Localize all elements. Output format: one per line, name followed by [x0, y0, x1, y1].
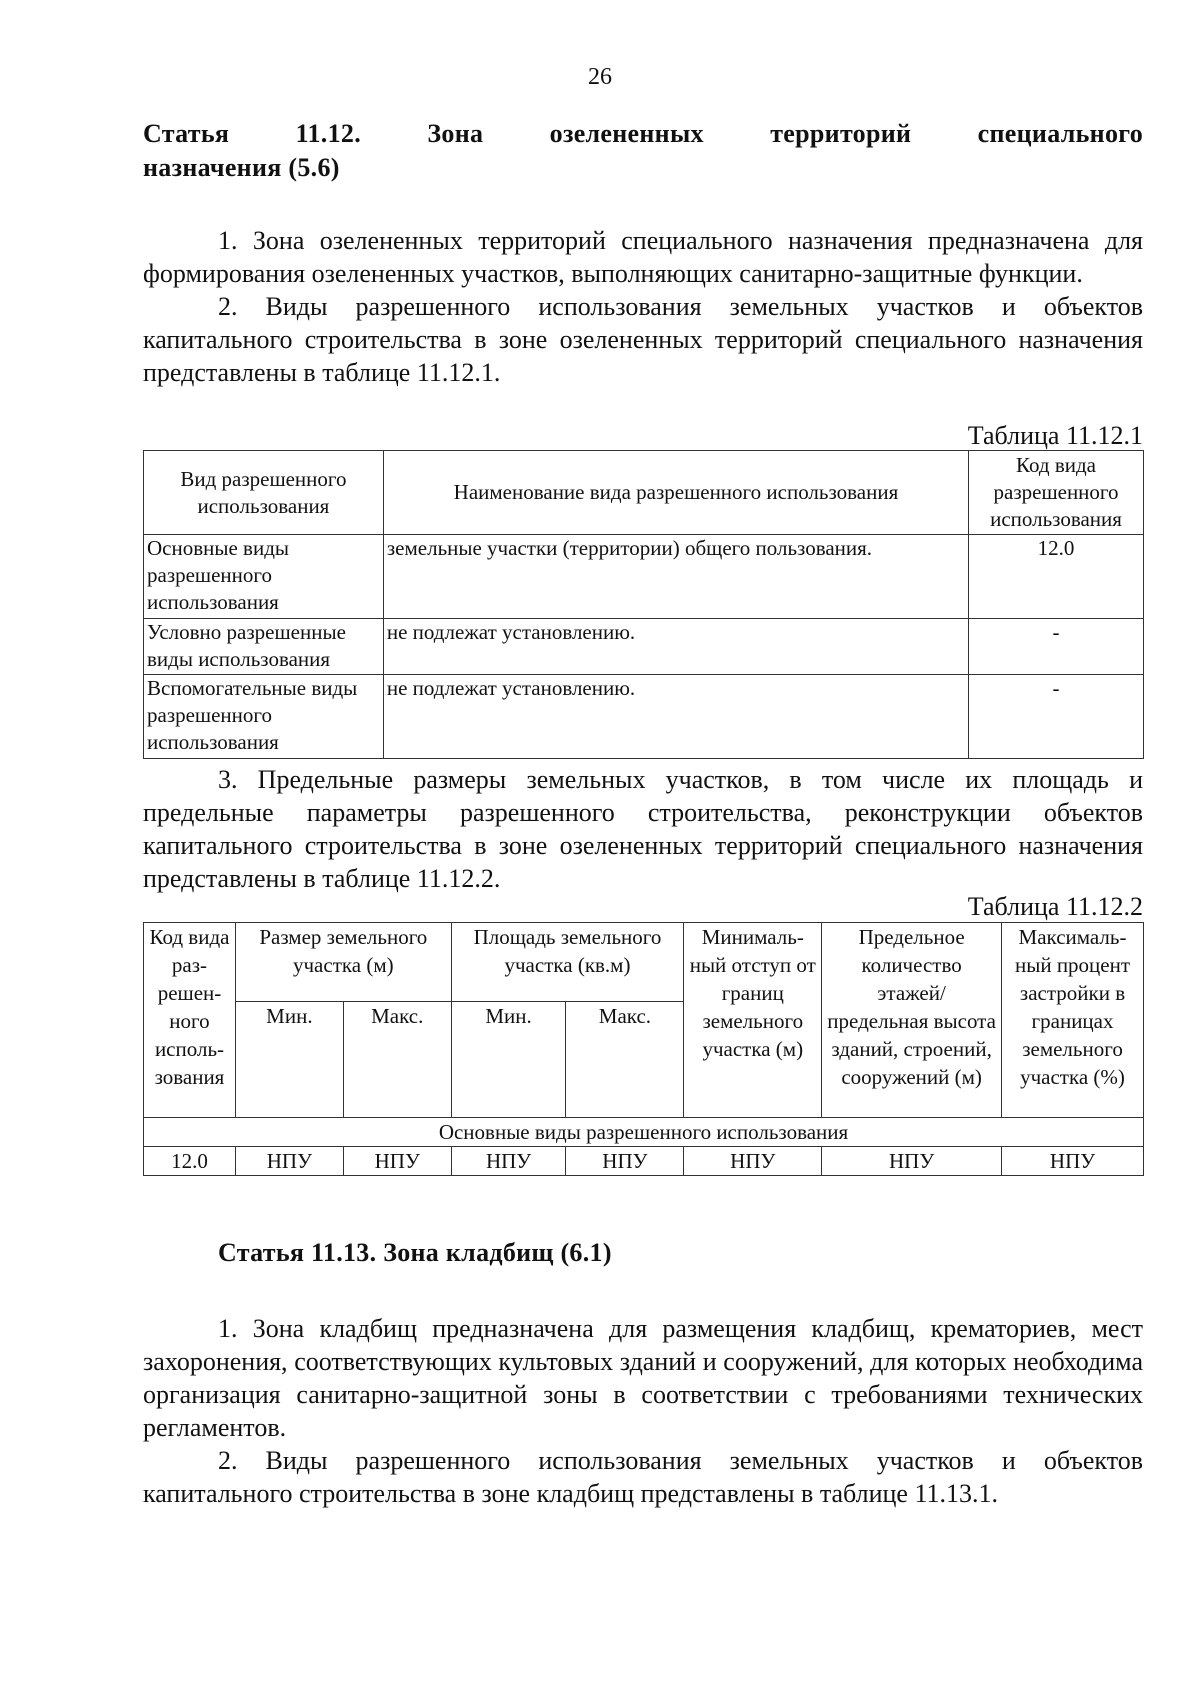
heading-line-1	[143, 117, 1143, 151]
article-11-12-p3	[143, 763, 1143, 895]
table-11-12-1	[143, 450, 1144, 759]
table-header-cell: Мин.	[235, 1002, 343, 1118]
heading-word: Статья	[143, 119, 230, 148]
table-cell: не подлежат установлению.	[383, 675, 968, 759]
table-header-cell: Максималь-ный процент застройки в границах земельного участка (%)	[1002, 923, 1144, 1118]
paragraph-text: 1. Зона озелененных территорий специального назначения предназначена для формирования озелененных участков, выполняющих санитарно-защитные функции.	[143, 226, 1143, 288]
table-header-cell: Макс.	[343, 1002, 451, 1118]
table-header-cell: Код вида раз-решен-ного исполь-зования	[144, 923, 236, 1118]
table-header-cell: Мин.	[451, 1002, 566, 1118]
heading-word: территорий	[770, 119, 912, 148]
article-11-13-body	[143, 1312, 1143, 1510]
table-cell: 12.0	[144, 1147, 236, 1176]
heading-line-2: назначения (5.6)	[143, 153, 340, 182]
paragraph-text: 2. Виды разрешенного использования земельных участков и объектов капитального строительства в зоне кладбищ представлены в таблице 11.13.1.	[143, 1446, 1143, 1508]
table-11-12-1-caption: Таблица 11.12.1	[967, 421, 1143, 450]
table-cell: НПУ	[1002, 1147, 1144, 1176]
table-header-row	[144, 923, 1144, 1002]
table-cell: -	[969, 619, 1144, 675]
table-11-12-2-caption: Таблица 11.12.2	[967, 892, 1143, 921]
table-cell: земельные участки (территории) общего пользования.	[383, 535, 968, 619]
table-cell: НПУ	[235, 1147, 343, 1176]
table-cell: НПУ	[451, 1147, 566, 1176]
table-section-cell: Основные виды разрешенного использования	[144, 1118, 1144, 1147]
paragraph-text: 3. Предельные размеры земельных участков, в том числе их площадь и предельные параметры разрешенного строительства, реконструкции объектов капитального строительства в зоне озелененных территорий специального назначения представлены в таблице 11.12.2.	[143, 765, 1143, 893]
paragraph	[143, 763, 1143, 895]
table-cell: НПУ	[343, 1147, 451, 1176]
table-cell: не подлежат установлению.	[383, 619, 968, 675]
table-cell: Условно разрешенные виды использования	[144, 619, 384, 675]
table-header-cell: Минималь-ный отступ от границ земельного участка (м)	[684, 923, 822, 1118]
table-cell: Основные виды разрешенного использования	[144, 535, 384, 619]
table-header-cell: Предельное количество этажей/ предельная высота зданий, строений, сооружений (м)	[822, 923, 1002, 1118]
table-row	[144, 1147, 1144, 1176]
table-row	[144, 675, 1144, 759]
table-cell: 12.0	[969, 535, 1144, 619]
table-header-cell: Размер земельного участка (м)	[235, 923, 451, 1002]
table-cell: НПУ	[822, 1147, 1002, 1176]
table-cell: Вспомогательные виды разрешенного использования	[144, 675, 384, 759]
table-header-cell: Код вида разрешенного использования	[969, 451, 1144, 535]
paragraph	[143, 224, 1143, 290]
table-header-cell: Наименование вида разрешенного использования	[383, 451, 968, 535]
table-header-cell: Макс.	[566, 1002, 684, 1118]
article-11-12-heading	[143, 117, 1143, 185]
paragraph	[143, 290, 1143, 389]
table-header-row	[144, 451, 1144, 535]
article-11-13-heading: Статья 11.13. Зона кладбищ (6.1)	[218, 1238, 612, 1267]
table-11-12-2	[143, 922, 1144, 1176]
table-cell: НПУ	[684, 1147, 822, 1176]
table-header-cell: Вид разрешенного использования	[144, 451, 384, 535]
page-number: 26	[588, 64, 612, 90]
paragraph	[143, 1444, 1143, 1510]
article-11-12-intro	[143, 224, 1143, 389]
heading-word: 11.12.	[295, 119, 361, 148]
heading-word: Зона	[427, 119, 484, 148]
heading-word: специального	[977, 119, 1143, 148]
table-header-cell: Площадь земельного участка (кв.м)	[451, 923, 684, 1002]
paragraph-text: 2. Виды разрешенного использования земельных участков и объектов капитального строительства в зоне озелененных территорий специального назначения представлены в таблице 11.12.1.	[143, 292, 1143, 387]
table-section-row	[144, 1118, 1144, 1147]
paragraph-text: 1. Зона кладбищ предназначена для размещения кладбищ, крематориев, мест захоронения, соответствующих культовых зданий и сооружений, для которых необходима организация санитарно-защитной зоны в соответствии с требованиями технических регламентов.	[143, 1314, 1143, 1442]
heading-word: озелененных	[549, 119, 704, 148]
table-cell: НПУ	[566, 1147, 684, 1176]
table-row	[144, 619, 1144, 675]
paragraph	[143, 1312, 1143, 1444]
table-row	[144, 535, 1144, 619]
table-cell: -	[969, 675, 1144, 759]
